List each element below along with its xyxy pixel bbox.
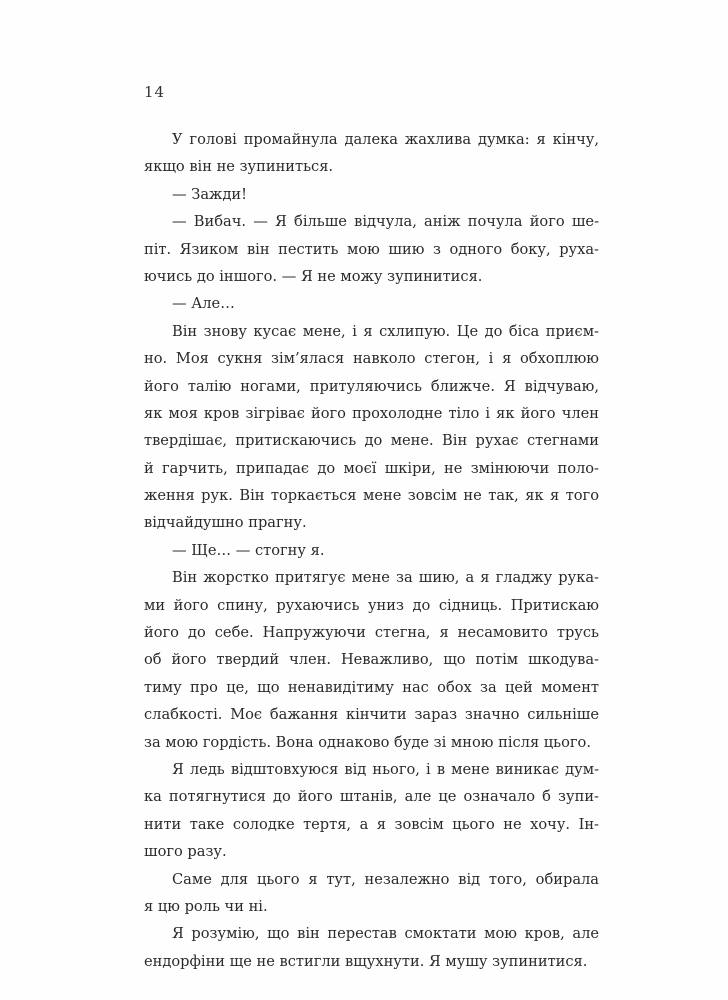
text-line: шого разу. [144, 843, 227, 861]
page-number: 14 [144, 83, 166, 101]
text-line: я цю роль чи ні. [144, 897, 268, 915]
text-line: Він знову кусає мене, і я схлипую. Це до біса приєм- [172, 322, 599, 340]
text-line: якщо він не зупиниться. [144, 158, 334, 176]
text-line: У голові промайнула далека жахлива думка: я кінчу, [172, 131, 599, 148]
text-line: ження рук. Він торкається мене зовсім не так, як я того [144, 487, 599, 505]
text-line: ка потягнутися до його штанів, але це означало б зупи- [144, 788, 599, 806]
text-line: ендорфіни ще не встигли вщухнути. Я мушу зупинитися. [144, 952, 588, 970]
text-line: Саме для цього я тут, незалежно від того, обирала [172, 870, 599, 888]
text-line: — Вибач. — Я більше відчула, аніж почула його ше- [172, 213, 599, 231]
text-line: його до себе. Напружуючи стегна, я несамовито трусь [144, 624, 599, 642]
text-line: — Але… [172, 295, 235, 313]
text-line: Я розумію, що він перестав смоктати мою кров, але [172, 925, 599, 943]
text-line: твердішає, притискаючись до мене. Він рухає стегнами [144, 432, 599, 450]
text-line: тиму про це, що ненавидітиму нас обох за цей момент [144, 678, 599, 696]
text-line: об його твердий член. Неважливо, що потім шкодува- [144, 651, 599, 669]
text-line: ми його спину, рухаючись униз до сідниць. Притискаю [144, 596, 599, 614]
text-line: нити таке солодке тертя, а я зовсім цього не хочу. Ін- [144, 815, 599, 833]
text-line: піт. Язиком він пестить мою шию з одного боку, руха- [144, 240, 599, 258]
text-line: Я ледь відштовхуюся від нього, і в мене виникає дум- [172, 760, 599, 778]
text-line: но. Моя сукня зім’ялася навколо стегон, і я обхоплюю [144, 350, 599, 368]
text-line: його талію ногами, притуляючись ближче. Я відчуваю, [144, 377, 599, 395]
text-line: ючись до іншого. — Я не можу зупинитися. [144, 267, 483, 285]
text-line: слабкості. Моє бажання кінчити зараз значно сильніше [144, 706, 599, 724]
body-text [144, 126, 599, 975]
text-line: як моя кров зігріває його прохолодне тіло і як його член [144, 404, 599, 422]
text-line: за мою гордість. Вона однаково буде зі мною після цього. [144, 733, 591, 751]
text-line: — Ще… — стогну я. [172, 541, 325, 559]
text-line: й гарчить, припадає до моєї шкіри, не змінюючи поло- [144, 459, 599, 477]
text-line: Він жорстко притягує мене за шию, а я гладжу рука- [172, 569, 599, 587]
text-line: відчайдушно прагну. [144, 514, 307, 532]
text-line: — Зажди! [172, 185, 248, 203]
